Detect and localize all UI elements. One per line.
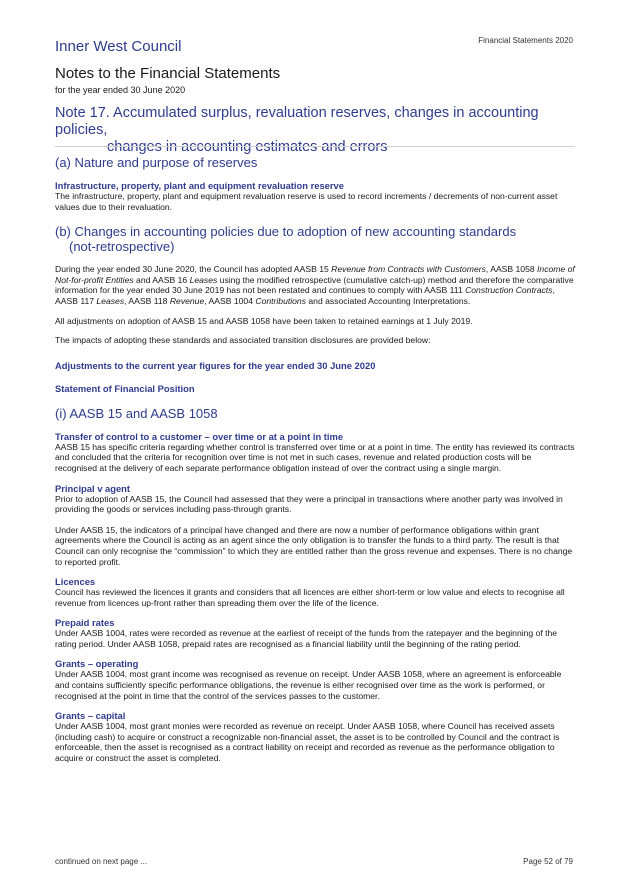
policy-item — [55, 658, 575, 701]
council-name: Inner West Council — [55, 38, 182, 55]
note-heading-line1: Note 17. Accumulated surplus, revaluation reserves, changes in accounting policies, — [55, 105, 539, 138]
policy-item — [55, 617, 575, 649]
italic-run: Construction Contracts — [465, 285, 553, 296]
text-run: , AASB 118 — [124, 295, 170, 306]
policy-item-title: Grants – capital — [55, 710, 126, 722]
italic-run: Contributions — [255, 295, 307, 306]
text-run: During the year ended 30 June 2020, the Council has adopted AASB 15 — [55, 264, 332, 275]
text-run: , AASB 1004 — [204, 295, 256, 306]
policy-item-text: Under AASB 1004, most grant income was recognised as revenue on receipt. Under AASB 1058, where an agreement is enforceable and contains sufficiently specific performance obligations, the revenue is either recognised over time as the work is performed, or recognised at the point in time that the control of the services passes to the customer. — [55, 669, 562, 701]
italic-run: Leases — [189, 274, 218, 285]
note-heading — [55, 105, 585, 156]
italic-run: Revenue — [169, 295, 205, 306]
reporting-period: for the year ended 30 June 2020 — [55, 85, 186, 95]
section-b-heading-line1: (b) Changes in accounting policies due to adoption of new accounting standards — [55, 224, 517, 240]
divider — [55, 146, 575, 147]
section-b-paragraph-3: The impacts of adopting these standards and associated transition disclosures are provided below: — [55, 335, 431, 346]
policy-item-text: Prior to adoption of AASB 15, the Council had assessed that they were a principal in transactions where another party was involved in providing the goods or services including pass-through grants. — [55, 493, 563, 515]
italic-run: Leases — [96, 295, 125, 306]
section-b-paragraph-2: All adjustments on adoption of AASB 15 and AASB 1058 have been taken to retained earnings at 1 July 2019. — [55, 315, 473, 326]
policy-item — [55, 576, 575, 608]
note-content — [55, 155, 575, 773]
policy-item-text: Under AASB 1004, most grant monies were recorded as revenue on receipt. Under AASB 1058, where Council has received assets (including cash) to acquire or construct a recognizable non-financial asset, the asset is to be controlled by Council and the contract is enforceable, then the asset is recognised as a contract liability on receipt and recorded as revenue as the performance obligation to acquire or construct the asset is completed. — [55, 721, 560, 764]
document-title: Financial Statements 2020 — [478, 36, 573, 45]
policy-item — [55, 483, 575, 568]
section-i-items — [55, 431, 575, 764]
policy-item-title: Principal v agent — [55, 482, 131, 494]
policy-item-text: AASB 15 has specific criteria regarding whether control is transferred over time or at a point in time. The entity has reviewed its contracts and concluded that the criteria for recognition over time is not met in such cases, revenue and related production costs will be recognised at the delivery of each separate performance obligation instead of over the contract using a single margin. — [55, 441, 575, 473]
policy-item-text: Under AASB 15, the indicators of a principal have changed and there are now a number of performance obligations within grant agreements where the Council is acting as an agent since the only obligation is to transfer the funds to a third party. The result is that Council can only recognise the “commission” to which they are entitled rather than the gross revenue and expenses. There is no change to reported profit. — [55, 524, 573, 567]
continued-note: continued on next page ... — [55, 857, 148, 866]
policy-item-title: Prepaid rates — [55, 617, 115, 629]
policy-item — [55, 710, 575, 763]
section-b-paragraph-1 — [55, 264, 575, 306]
adjustments-heading: Adjustments to the current year figures for the year ended 30 June 2020 — [55, 359, 376, 371]
section-b-heading — [55, 224, 575, 254]
page-number: Page 52 of 79 — [523, 857, 573, 866]
section-a-subheading: Infrastructure, property, plant and equipment revaluation reserve — [55, 180, 344, 191]
section-a-text: The infrastructure, property, plant and equipment revaluation reserve is used to record increments / decrements of non-current asset values due to their revaluation. — [55, 191, 558, 212]
notes-title: Notes to the Financial Statements — [55, 65, 281, 82]
policy-item-title: Licences — [55, 576, 96, 588]
text-run: , AASB 1058 — [485, 264, 538, 275]
text-run: and AASB 16 — [133, 274, 190, 285]
italic-run: Income of Not-for-profit Entities — [55, 264, 575, 285]
policy-item-text: Council has reviewed the licences it grants and considers that all licences are either short-term or low value and elects to recognise all revenue from licences up-front rather than spreading them over the life of the licence. — [55, 587, 565, 608]
section-b-heading-line2: (not-retrospective) — [69, 239, 175, 255]
section-a-heading: (a) Nature and purpose of reserves — [55, 155, 258, 170]
policy-item-title: Transfer of control to a customer – over time or at a point in time — [55, 430, 344, 442]
text-run: and associated Accounting Interpretations. — [306, 295, 471, 306]
text-run: using the modified retrospective (cumulative catch-up) method and therefore the comparative information for the year ended 30 June 2019 has not been restated and continues to comply with AASB 111 — [55, 274, 574, 296]
text-run: , AASB 117 — [55, 285, 555, 306]
sfp-heading: Statement of Financial Position — [55, 382, 195, 394]
note-heading-line2: changes in accounting estimates and errors — [107, 139, 388, 155]
italic-run: Revenue from Contracts with Customers — [331, 264, 486, 275]
section-i-heading: (i) AASB 15 and AASB 1058 — [55, 405, 218, 421]
policy-item — [55, 431, 575, 474]
policy-item-title: Grants – operating — [55, 658, 139, 670]
policy-item-text: Under AASB 1004, rates were recorded as revenue at the earliest of receipt of the funds from the ratepayer and the beginning of the rating period. Under AASB 1058, prepaid rates are recognised as a financial liability until the beginning of the rating period. — [55, 628, 558, 649]
